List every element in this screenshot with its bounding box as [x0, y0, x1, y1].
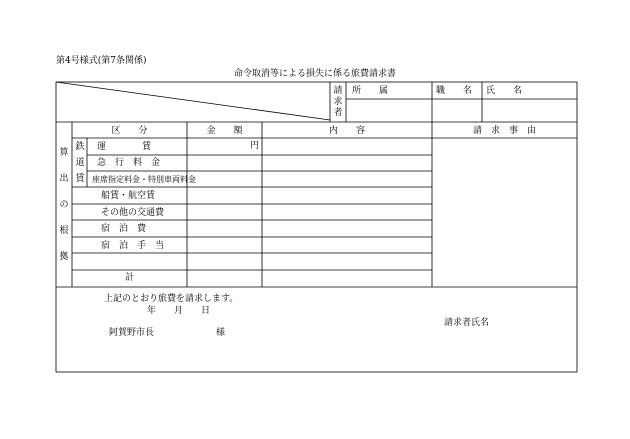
claimant-vertical-label — [332, 86, 344, 118]
claimant-label-char-1: 請 — [333, 86, 343, 96]
form-number: 第4号様式(第7条関係) — [56, 56, 147, 66]
row-total: 計 — [124, 273, 134, 283]
header-details: 内 容 — [328, 126, 365, 136]
basis-char-5: 拠 — [59, 252, 69, 262]
claim-statement: 上記のとおり旅費を請求します。 — [104, 294, 239, 304]
basis-char-4: 根 — [59, 226, 69, 236]
affiliation-field[interactable] — [347, 100, 431, 121]
row-other-transport: その他の交通費 — [101, 208, 165, 218]
row-fare: 運 賃 — [97, 142, 152, 152]
basis-char-1: 算 — [59, 148, 69, 158]
yen-unit: 円 — [250, 141, 260, 151]
claimant-label-char-2: 求 — [333, 97, 343, 107]
row-express-fee: 急 行 料 金 — [97, 158, 161, 168]
claimant-name-label: 請求者氏名 — [444, 318, 490, 328]
railway-char-3: 賃 — [75, 174, 85, 184]
row-reserved-seat-fee: 座席指定料金・特別車両料金 — [92, 175, 196, 184]
name-field[interactable] — [483, 100, 576, 121]
form-title: 命令取消等による損失に係る旅費請求書 — [233, 69, 396, 79]
row-lodging-allowance: 宿 泊 手 当 — [101, 241, 165, 251]
honorific: 様 — [216, 328, 226, 338]
row-lodging: 宿 泊 費 — [101, 224, 147, 234]
position-label: 職 名 — [436, 86, 473, 96]
name-label: 氏 名 — [486, 86, 523, 96]
header-category: 区 分 — [111, 126, 148, 136]
basis-char-3: の — [59, 200, 69, 210]
affiliation-label: 所 属 — [352, 86, 389, 96]
header-reason: 請 求 事 由 — [472, 126, 536, 136]
railway-vertical-label — [74, 142, 86, 184]
claim-date: 年 月 日 — [147, 306, 211, 316]
row-ship-air-fare: 船賃・航空賃 — [101, 191, 156, 201]
header-amount: 金 額 — [206, 126, 243, 136]
addressee: 阿賀野市長 — [109, 328, 155, 338]
railway-char-1: 鉄 — [75, 142, 85, 152]
position-field[interactable] — [433, 100, 481, 121]
basis-vertical-label — [58, 148, 70, 262]
basis-char-2: 出 — [59, 174, 69, 184]
railway-char-2: 道 — [75, 158, 85, 168]
diagonal-line — [56, 82, 330, 120]
claimant-label-char-3: 者 — [333, 108, 343, 118]
